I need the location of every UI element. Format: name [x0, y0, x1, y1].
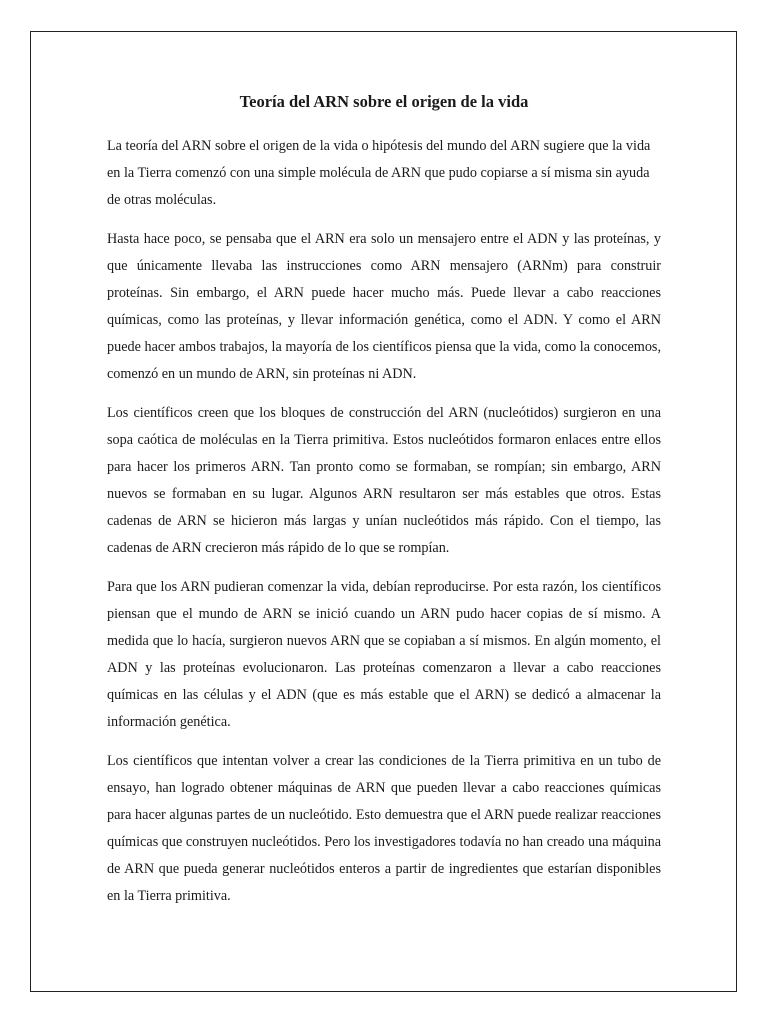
paragraph-messenger-role: Hasta hace poco, se pensaba que el ARN era solo un mensajero entre el ADN y las proteínas, y que únicamente llevaba las instrucciones como ARN mensajero (ARNm) para construir proteínas. Sin embargo, el ARN puede hacer mucho más. Puede llevar a cabo reacciones químicas, como las proteínas, y llevar información genética, como el ADN. Y como el ARN puede hacer ambos trabajos, la mayoría de los científicos piensa que la vida, como la conocemos, comenzó en un mundo de ARN, sin proteínas ni ADN.	[107, 231, 661, 382]
paragraph-intro: La teoría del ARN sobre el origen de la vida o hipótesis del mundo del ARN sugiere que la vida en la Tierra comenzó con una simple molécula de ARN que pudo copiarse a sí misma sin ayuda de otras moléculas.	[107, 138, 651, 208]
paragraph-nucleotides: Los científicos creen que los bloques de construcción del ARN (nucleótidos) surgieron en una sopa caótica de moléculas en la Tierra primitiva. Estos nucleótidos formaron enlaces entre ellos para hacer los primeros ARN. Tan pronto como se formaban, se rompían; sin embargo, ARN nuevos se formaban en su lugar. Algunos ARN resultaron ser más estables que otros. Estas cadenas de ARN se hicieron más largas y unían nucleótidos más rápido. Con el tiempo, las cadenas de ARN crecieron más rápido de lo que se rompían.	[107, 405, 661, 556]
document-title: Teoría del ARN sobre el origen de la vida	[239, 92, 529, 111]
paragraph-replication: Para que los ARN pudieran comenzar la vida, debían reproducirse. Por esta razón, los científicos piensan que el mundo de ARN se inició cuando un ARN pudo hacer copias de sí mismo. A medida que lo hacía, surgieron nuevos ARN que se copiaban a sí mismos. En algún momento, el ADN y las proteínas evolucionaron. Las proteínas comenzaron a llevar a cabo reacciones químicas en las células y el ADN (que es más estable que el ARN) se dedicó a almacenar la información genética.	[107, 579, 661, 730]
paragraph-experiments: Los científicos que intentan volver a crear las condiciones de la Tierra primitiva en un tubo de ensayo, han logrado obtener máquinas de ARN que pueden llevar a cabo reacciones químicas para hacer algunas partes de un nucleótido. Esto demuestra que el ARN puede realizar reacciones químicas que construyen nucleótidos. Pero los investigadores todavía no han creado una máquina de ARN que pueda generar nucleótidos enteros a partir de ingredientes que estarían disponibles en la Tierra primitiva.	[107, 753, 661, 904]
document-body	[107, 133, 661, 922]
